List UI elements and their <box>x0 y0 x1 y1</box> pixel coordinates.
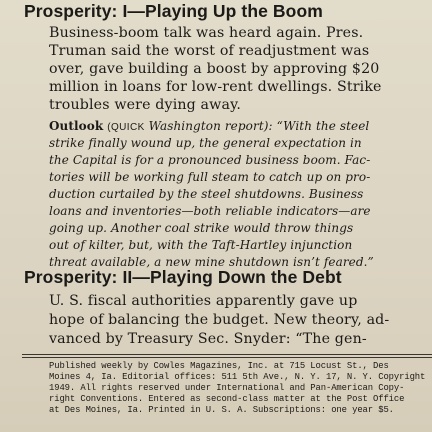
outlook-line: tories will be working full steam to catch up on pro- <box>49 170 371 184</box>
section-heading-2: Prosperity: II—Playing Down the Debt <box>24 267 342 287</box>
footer-line: at Des Moines, Ia. Printed in U. S. A. Subscriptions: one year $5. <box>49 405 394 415</box>
outlook-line: out of kilter, but, with the Taft-Hartley injunction <box>49 238 353 252</box>
body-line: U. S. fiscal authorities apparently gave up <box>49 293 358 309</box>
body-line: vanced by Treasury Sec. Snyder: “The gen- <box>49 331 367 347</box>
outlook-line: threat available, a new mine shutdown isn’t feared.” <box>49 255 374 269</box>
footer-rule-top <box>22 354 432 355</box>
footer-line: Moines 4, Ia. Editorial offices: 511 5th Ave., N. Y. 17, N. Y. Copyright <box>49 372 426 382</box>
outlook-first-line <box>49 119 369 133</box>
outlook-line: going up. Another coal strike would throw things <box>49 221 354 235</box>
footer-line: right Conventions. Entered as second-class matter at the Post Office <box>49 394 405 404</box>
outlook-line: duction curtailed by the steel shutdowns. Business <box>49 187 364 201</box>
footer-line: 1949. All rights reserved under International and Pan-American Copy- <box>49 383 405 393</box>
section-heading-1: Prosperity: I—Playing Up the Boom <box>24 1 323 21</box>
outlook-line: the Capital is for a pronounced business boom. Fac- <box>49 153 371 167</box>
body-line: Truman said the worst of readjustment was <box>49 43 370 59</box>
body-line: hope of balancing the budget. New theory, ad- <box>49 312 390 328</box>
outlook-source: (QUICK <box>107 122 145 133</box>
body-line: troubles were dying away. <box>49 97 242 113</box>
outlook-line: loans and inventories—both reliable indicators—are <box>49 204 371 218</box>
outlook-text: Washington report): “With the steel <box>148 119 370 133</box>
body-line: million in loans for low-rent dwellings. Strike <box>49 79 382 95</box>
footer-line: Published weekly by Cowles Magazines, Inc. at 715 Locust St., Des <box>49 361 389 371</box>
body-line: Business-boom talk was heard again. Pres. <box>49 25 364 41</box>
outlook-line: strike finally wound up, the general expectation in <box>49 136 362 150</box>
footer-rule-bottom <box>22 357 432 358</box>
body-line: over, gave building a boost by approving $20 <box>49 61 380 77</box>
outlook-label: Outlook <box>49 119 104 133</box>
